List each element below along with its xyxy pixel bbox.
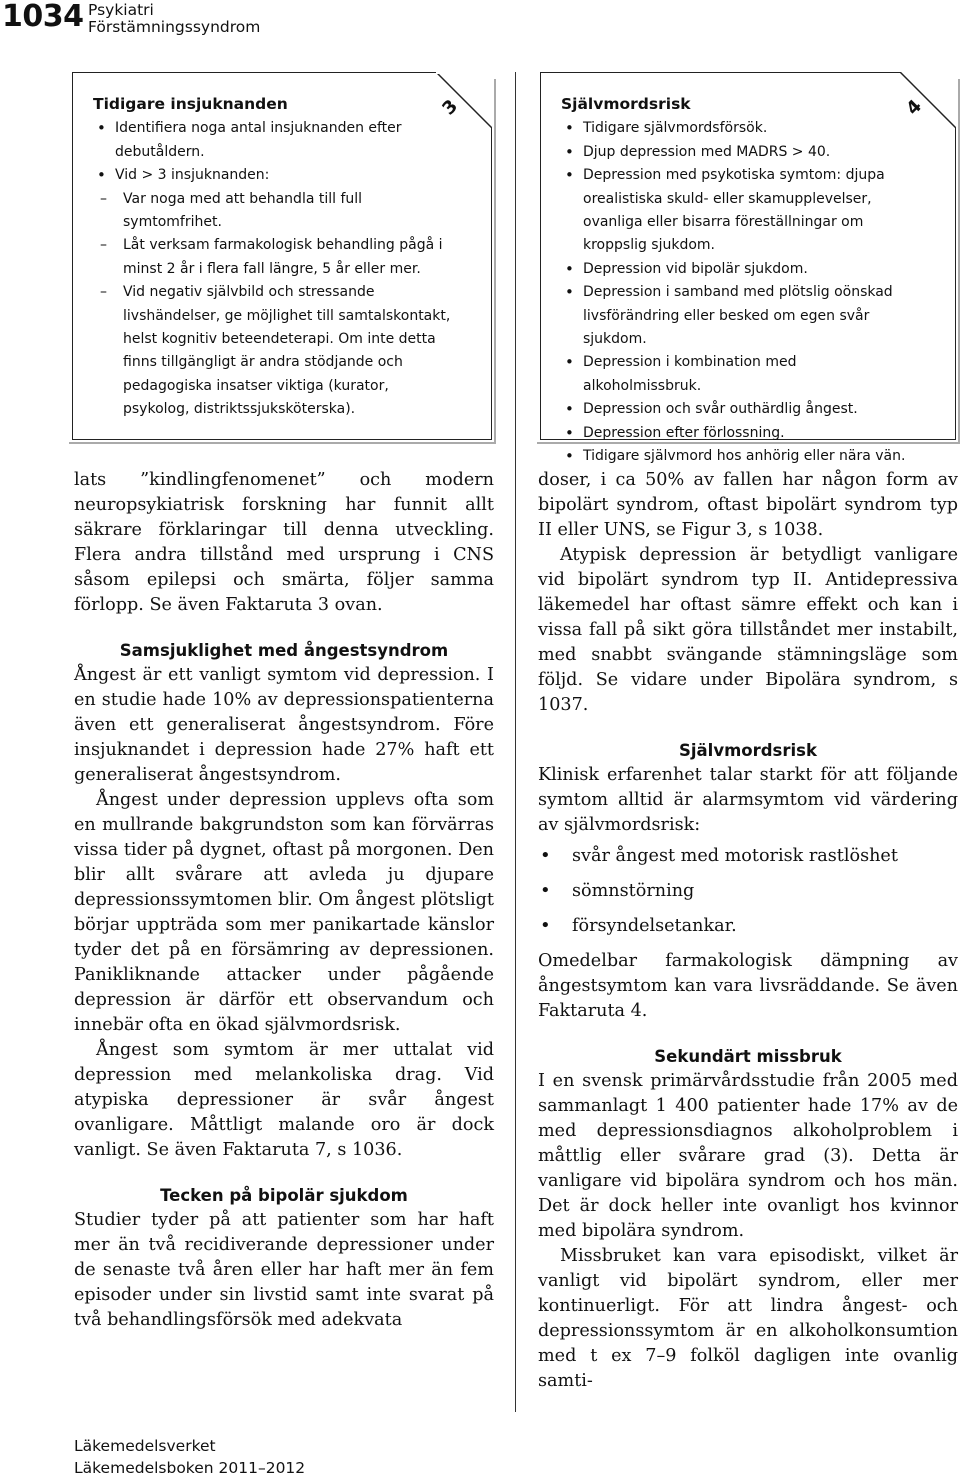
factbox-subitem: – Vid negativ självbild och stressande livshändelser, ge möjlighet till samtalskontakt, helst kognitiv beteendeterapi. Om inte detta finns tillgängligt är andra stödjande och pedagogiska insatser viktiga (kurator, psykolog, distriktssjuksköterska). bbox=[93, 281, 451, 421]
paragraph: I en svensk primärvårdsstudie från 2005 med sammanlagt 1 400 patienter hade 17% av de med depressionsdiagnos alkoholproblem i måttlig eller svårare grad (3). Detta är vanligare vid bipolära syndrom och hos män. Det är dock heller inte ovanligt hos kvinnor med bipolära syndrom. bbox=[538, 1071, 958, 1241]
left-column bbox=[74, 468, 494, 1333]
paragraph: doser, i ca 50% av fallen har någon form av bipolärt syndrom, oftast bipolärt syndrom typ II eller UNS, se Figur 3, s 1038. bbox=[538, 470, 958, 540]
factbox-4 bbox=[540, 72, 956, 465]
factbox-number: 3 bbox=[438, 95, 462, 120]
factbox-item: • Depression i kombination med alkoholmissbruk. bbox=[561, 351, 915, 398]
factbox-item-text: Vid > 3 insjuknanden: bbox=[115, 167, 270, 184]
column-divider bbox=[515, 72, 516, 1412]
factbox-item: • Depression med psykotiska symtom: djupa orealistiska skuld- eller skamupplevelser, ovanliga eller bisarra föreställningar om kroppslig sjukdom. bbox=[561, 164, 915, 258]
factbox-subitem: – Var noga med att behandla till full symtomfrihet. bbox=[93, 188, 451, 235]
section-heading-bipolar: Tecken på bipolär sjukdom bbox=[160, 1186, 408, 1205]
list-item: • svår ångest med motorisk rastlöshet bbox=[538, 844, 958, 869]
footer-book-title: Läkemedelsboken 2011–2012 bbox=[74, 1459, 306, 1477]
section-title: Psykiatri bbox=[88, 1, 154, 19]
paragraph: Atypisk depression är betydligt vanligare vid bipolärt syndrom typ II. Antidepressiva läkemedel har oftast sämre effekt och kan i vissa fall på sikt göra tillståndet mer instabilt, med snabbt svängande stämningsläge som följd. Se vidare under Bipolära syndrom, s 1037. bbox=[538, 545, 958, 715]
paragraph: Missbruket kan vara episodiskt, vilket är vanligt vid bipolärt syndrom, eller mer kontinuerligt. För att lindra ångest- och depressionssymtom är en alkoholkonsumtion med t ex 7–9 folköl dagligen inte ovanlig samti- bbox=[538, 1246, 958, 1391]
factbox-item: • Depression i samband med plötslig oönskad livsförändring eller besked om egen svår sjukdom. bbox=[561, 281, 915, 351]
paragraph: lats ”kindlingfenomenet” och modern neuropsykiatrisk forskning har funnit allt säkrare förklaringar till denna utveckling. Flera andra tillstånd med ursprung i CNS såsom epilepsi och smärta, följer samma förlopp. Se även Faktaruta 3 ovan. bbox=[74, 470, 494, 615]
factbox-item: • Depression och svår outhärdlig ångest. bbox=[561, 398, 915, 421]
paragraph: Klinisk erfarenhet talar starkt för att följande symtom alltid är alarmsymtom vid värdering av självmordsrisk: bbox=[538, 765, 958, 835]
factbox-item: • Djup depression med MADRS > 40. bbox=[561, 141, 915, 164]
page-footer bbox=[74, 1435, 305, 1479]
factbox-item: • Tidigare självmordsförsök. bbox=[561, 117, 915, 140]
subsection-title: Förstämningssyndrom bbox=[88, 18, 261, 36]
factbox-item: • Depression vid bipolär sjukdom. bbox=[561, 258, 915, 281]
factbox-item: • Tidigare självmord hos anhörig eller nära vän. bbox=[561, 445, 915, 468]
factbox-item: • Identifiera noga antal insjuknanden efter debutåldern. bbox=[93, 117, 451, 164]
running-header bbox=[88, 2, 260, 36]
alarm-symptom-list bbox=[538, 844, 958, 939]
factbox-item bbox=[93, 164, 451, 187]
paragraph: Studier tyder på att patienter som har haft mer än två recidiverande depressioner under de senaste två åren eller har haft mer än fem episoder under sin livstid samt inte svarat på två behandlingsförsök med adekvata bbox=[74, 1210, 494, 1330]
factbox-3 bbox=[72, 72, 492, 440]
list-item: • försyndelsetankar. bbox=[538, 914, 958, 939]
footer-publisher: Läkemedelsverket bbox=[74, 1437, 216, 1455]
right-column bbox=[538, 468, 958, 1394]
section-heading-sjalvmordsrisk: Självmordsrisk bbox=[679, 741, 817, 760]
paragraph: Ångest som symtom är mer uttalat vid depression med melankoliska drag. Vid atypiska depressioner är svår ångest ovanligare. Måttligt malande oro är dock vanligt. Se även Faktaruta 7, s 1036. bbox=[74, 1040, 494, 1160]
list-item: • sömnstörning bbox=[538, 879, 958, 904]
section-heading-missbruk: Sekundärt missbruk bbox=[654, 1047, 842, 1066]
paragraph: Omedelbar farmakologisk dämpning av ångestsymtom kan vara livsräddande. Se även Faktaruta 4. bbox=[538, 951, 958, 1021]
section-heading-samsjuklighet: Samsjuklighet med ångestsyndrom bbox=[119, 641, 449, 660]
factbox-number: 4 bbox=[902, 95, 926, 120]
factbox-subitem: – Låt verksam farmakologisk behandling pågå i minst 2 år i flera fall längre, 5 år eller mer. bbox=[93, 234, 451, 281]
factbox-title: Självmordsrisk bbox=[561, 95, 691, 113]
factbox-item: • Depression efter förlossning. bbox=[561, 422, 915, 445]
paragraph: Ångest under depression upplevs ofta som en mullrande bakgrundston som kan förvärras vissa tider på dygnet, oftast på morgonen. Den blir allt svårare att avleda ju djupare depressionssymtomen blir. Om ångest plötsligt börjar uppträda som mer panikartade känslor tyder det på en försämring av depressionen. Panikliknande attacker under pågående depression är därför ett observandum och innebär ofta en ökad självmordsrisk. bbox=[74, 790, 494, 1035]
factbox-title: Tidigare insjuknanden bbox=[93, 95, 288, 113]
page-number: 1034 bbox=[2, 0, 84, 34]
paragraph: Ångest är ett vanligt symtom vid depression. I en studie hade 10% av depressionspatienterna även ett generaliserat ångestsyndrom. Före insjuknandet i depression hade 27% haft ett generaliserat ångestsyndrom. bbox=[74, 665, 494, 785]
